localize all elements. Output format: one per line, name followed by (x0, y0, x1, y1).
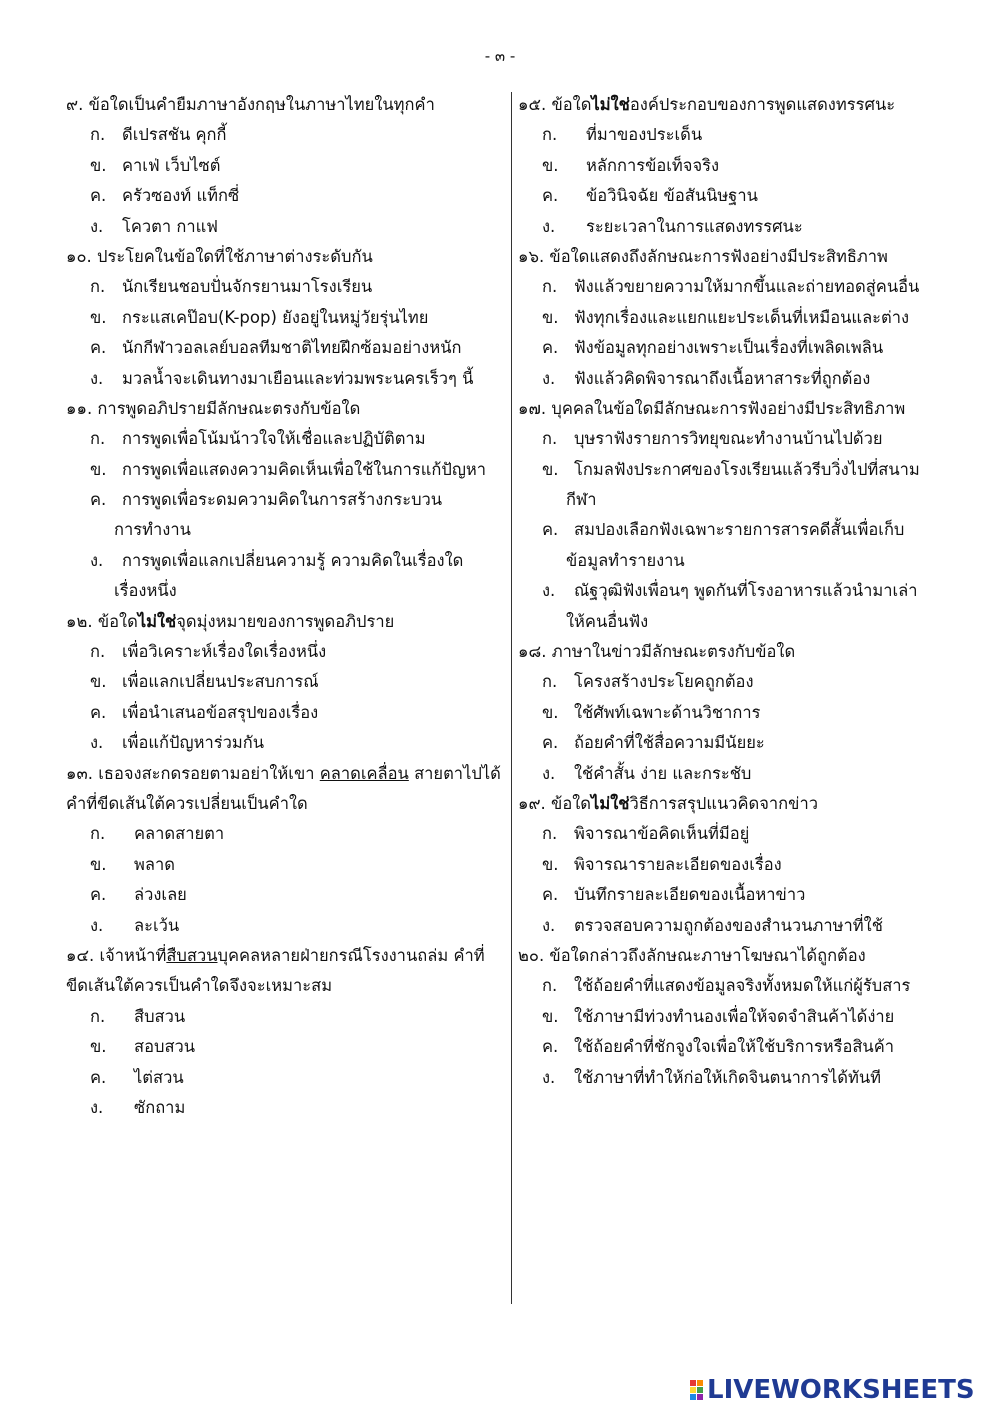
option-text: ใช้ศัพท์เฉพาะด้านวิชาการ (574, 702, 761, 722)
option-marker: ก. (90, 1006, 106, 1026)
answer-option (518, 971, 948, 1001)
stem-text: ๑๑. การพูดอภิปรายมีลักษณะตรงกับข้อใด (66, 398, 361, 418)
option-marker: ง. (542, 763, 556, 783)
option-text: โครงสร้างประโยคถูกต้อง (574, 672, 754, 692)
option-text: ไต่สวน (134, 1067, 184, 1087)
option-text: เพื่อนำเสนอข้อสรุปของเรื่อง (122, 702, 319, 722)
option-text: สมปองเลือกฟังเฉพาะรายการสารคดีสั้นเพื่อเก็บ (574, 520, 905, 540)
answer-option (66, 151, 504, 181)
answer-option (518, 698, 948, 728)
answer-option (518, 759, 948, 789)
option-marker: ข. (542, 459, 559, 479)
option-marker: ค. (542, 520, 559, 540)
option-marker: ค. (542, 733, 559, 753)
answer-option (66, 303, 504, 333)
liveworksheets-logo[interactable] (690, 1376, 975, 1404)
option-text: พิจารณารายละเอียดของเรื่อง (574, 854, 782, 874)
option-text: กระแสเคป๊อบ(K-pop) ยังอยู่ในหมู่วัยรุ่นไทย (122, 307, 429, 327)
answer-option (66, 728, 504, 758)
answer-option (518, 333, 948, 363)
emphasis-word: ไม่ใช่ (137, 611, 177, 631)
answer-option (66, 546, 504, 576)
answer-option (518, 667, 948, 697)
stem-text: จุดมุ่งหมายของการพูดอภิปราย (176, 611, 395, 631)
option-text: ถ้อยคำที่ใช้สื่อความมีนัยยะ (574, 733, 765, 753)
logo-mark-icon (690, 1380, 703, 1400)
option-text-continuation: ข้อมูลทำรายงาน (566, 550, 685, 570)
option-marker: ค. (90, 490, 107, 510)
column-divider (511, 92, 512, 1304)
question-stem (66, 759, 504, 789)
logo-mark-square (690, 1387, 696, 1393)
option-marker: ค. (90, 885, 107, 905)
answer-option (518, 424, 948, 454)
option-text: พิจารณาข้อคิดเห็นที่มีอยู่ (574, 824, 750, 844)
option-text: คาเฟ่ เว็บไซต์ (122, 155, 221, 175)
option-marker: ข. (90, 672, 107, 692)
option-text: ฟังแล้วขยายความให้มากขึ้นและถ่ายทอดสู่คนอื่น (574, 277, 920, 297)
option-text: การพูดเพื่อแลกเปลี่ยนความรู้ ความคิดในเรื่องใด (122, 550, 464, 570)
answer-option (518, 728, 948, 758)
logo-mark-square (697, 1394, 703, 1400)
question-stem (66, 90, 504, 120)
answer-option (518, 212, 948, 242)
option-text: ฟังข้อมูลทุกอย่างเพราะเป็นเรื่องที่เพลิดเพลิน (574, 338, 884, 358)
question-item (66, 759, 504, 941)
option-text-continuation: เรื่องหนึ่ง (114, 581, 177, 601)
answer-option (518, 1002, 948, 1032)
option-marker: ง. (90, 1097, 104, 1117)
stem-text: ๑๓. เธอจงสะกดรอยตามอย่าให้เขา (66, 763, 320, 783)
answer-option (66, 667, 504, 697)
question-item (66, 607, 504, 759)
option-marker: ค. (542, 338, 559, 358)
underlined-word: สืบสวน (166, 945, 218, 965)
option-marker: ค. (90, 186, 107, 206)
option-marker: ก. (542, 672, 558, 692)
option-marker: ค. (542, 1037, 559, 1057)
question-stem (66, 242, 504, 272)
question-stem-continuation: คำที่ขีดเส้นใต้ควรเปลี่ยนเป็นคำใด (66, 793, 308, 813)
option-text: ซักถาม (134, 1097, 186, 1117)
question-item (518, 242, 948, 394)
stem-text: ๑๖. ข้อใดแสดงถึงลักษณะการฟังอย่างมีประสิทธิภาพ (518, 246, 888, 266)
option-marker: ง. (542, 368, 556, 388)
stem-text: ๑๙. ข้อใด (518, 793, 592, 813)
stem-text: สายตาไปได้ (408, 763, 501, 783)
option-text: ใช้ภาษามีท่วงทำนองเพื่อให้จดจำสินค้าได้ง่าย (574, 1006, 895, 1026)
option-text: ที่มาของประเด็น (586, 125, 703, 145)
emphasis-word: ไม่ใช่ (591, 95, 630, 114)
option-text: พลาด (134, 854, 175, 874)
answer-option (66, 181, 504, 211)
option-marker: ข. (90, 854, 107, 874)
option-marker: ข. (90, 155, 107, 175)
answer-option (66, 850, 504, 880)
answer-option (66, 1002, 504, 1032)
option-text: ฟังแล้วคิดพิจารณาถึงเนื้อหาสาระที่ถูกต้อง (574, 368, 871, 388)
option-text: เพื่อแลกเปลี่ยนประสบการณ์ (122, 672, 319, 692)
answer-option (518, 850, 948, 880)
answer-option (518, 181, 948, 211)
question-stem-continuation: ขีดเส้นใต้ควรเป็นคำใดจึงจะเหมาะสม (66, 976, 333, 996)
option-text: โกมลฟังประกาศของโรงเรียนแล้วรีบวิ่งไปที่สนาม (574, 459, 920, 479)
answer-option (66, 911, 504, 941)
logo-mark-square (697, 1387, 703, 1393)
option-text-continuation: การทำงาน (114, 520, 191, 540)
option-marker: ง. (542, 1067, 556, 1087)
answer-option (66, 272, 504, 302)
answer-option (66, 485, 504, 515)
option-marker: ก. (542, 125, 558, 145)
answer-option (66, 333, 504, 363)
option-text: การพูดเพื่อระดมความคิดในการสร้างกระบวน (122, 490, 443, 510)
option-marker: ข. (542, 307, 559, 327)
option-marker: ข. (90, 459, 107, 479)
option-text: นักเรียนชอบปั่นจักรยานมาโรงเรียน (122, 277, 373, 297)
stem-text: ๑๕. ข้อใด (518, 95, 592, 114)
page-number: - ๓ - (484, 47, 516, 65)
answer-option (66, 698, 504, 728)
option-marker: ง. (90, 368, 104, 388)
answer-option (66, 424, 504, 454)
question-stem (66, 607, 504, 637)
stem-text: ๑๐. ประโยคในข้อใดที่ใช้ภาษาต่างระดับกัน (66, 246, 373, 266)
option-marker: ง. (90, 915, 104, 935)
option-text: การพูดเพื่อโน้มน้าวใจให้เชื่อและปฏิบัติตาม (122, 429, 426, 449)
left-question-column (66, 90, 504, 1123)
option-marker: ก. (90, 125, 106, 145)
option-text: บุษราฟังรายการวิทยุขณะทำงานบ้านไปด้วย (574, 429, 883, 449)
answer-option (66, 1032, 504, 1062)
option-marker: ข. (542, 702, 559, 722)
option-marker: ข. (90, 307, 107, 327)
question-item (66, 394, 504, 607)
option-marker: ง. (542, 581, 556, 601)
option-text: ใช้ถ้อยคำที่ชักจูงใจเพื่อให้ใช้บริการหรือสินค้า (574, 1037, 895, 1057)
stem-text: ๙. ข้อใดเป็นคำยืมภาษาอังกฤษในภาษาไทยในทุกคำ (66, 95, 435, 114)
option-marker: ง. (90, 550, 104, 570)
stem-text: ๑๒. ข้อใด (66, 611, 138, 631)
option-marker: ก. (542, 429, 558, 449)
option-text: ครัวซองท์ แท็กซี่ (122, 186, 240, 206)
logo-text: LIVEWORKSHEETS (707, 1375, 975, 1405)
option-text: ฟังทุกเรื่องและแยกแยะประเด็นที่เหมือนและต่าง (574, 307, 910, 327)
question-item (66, 90, 504, 242)
emphasis-word: ไม่ใช่ (591, 793, 630, 813)
stem-text: ๑๔. เจ้าหน้าที่ (66, 945, 167, 965)
option-marker: ก. (90, 277, 106, 297)
answer-option (66, 1063, 504, 1093)
stem-text: บุคคลหลายฝ่ายกรณีโรงงานถล่ม คำที่ (217, 945, 485, 965)
question-item (66, 242, 504, 394)
answer-option (66, 1093, 504, 1123)
answer-option (518, 120, 948, 150)
option-marker: ก. (90, 642, 106, 662)
question-stem (518, 789, 948, 819)
question-item (518, 941, 948, 1093)
option-marker: ค. (90, 1067, 107, 1087)
option-marker: ค. (542, 186, 559, 206)
option-marker: ก. (542, 976, 558, 996)
question-stem (518, 90, 948, 120)
right-question-column (518, 90, 948, 1093)
stem-text: ๒๐. ข้อใดกล่าวถึงลักษณะภาษาโฆษณาได้ถูกต้อง (518, 945, 866, 965)
stem-text: ๑๘. ภาษาในข่าวมีลักษณะตรงกับข้อใด (518, 642, 796, 662)
question-item (518, 90, 948, 242)
option-text: มวลน้ำจะเดินทางมาเยือนและท่วมพระนครเร็วๆ นี้ (122, 368, 474, 388)
answer-option (518, 272, 948, 302)
option-text: เพื่อวิเคราะห์เรื่องใดเรื่องหนึ่ง (122, 642, 327, 662)
answer-option (518, 819, 948, 849)
question-stem (518, 637, 948, 667)
question-stem (66, 941, 504, 971)
answer-option (518, 303, 948, 333)
option-text-continuation: ให้คนอื่นฟัง (566, 611, 649, 631)
logo-mark-square (697, 1380, 703, 1386)
option-text: ดีเปรสชัน คุกกี้ (122, 125, 227, 145)
answer-option (518, 911, 948, 941)
option-marker: ก. (90, 429, 106, 449)
option-marker: ค. (542, 885, 559, 905)
option-marker: ง. (90, 733, 104, 753)
option-text: สอบสวน (134, 1037, 196, 1057)
question-item (66, 941, 504, 1123)
option-marker: ค. (90, 702, 107, 722)
question-stem (518, 242, 948, 272)
option-marker: ข. (90, 1037, 107, 1057)
option-text: หลักการข้อเท็จจริง (586, 155, 720, 175)
option-marker: ข. (542, 155, 559, 175)
question-item (518, 394, 948, 637)
answer-option (66, 120, 504, 150)
answer-option (518, 364, 948, 394)
answer-option (66, 364, 504, 394)
option-text: สืบสวน (134, 1006, 186, 1026)
stem-text: องค์ประกอบของการพูดแสดงทรรศนะ (629, 95, 896, 114)
option-marker: ก. (90, 824, 106, 844)
question-stem (518, 394, 948, 424)
stem-text: ๑๗. บุคคลในข้อใดมีลักษณะการฟังอย่างมีประสิทธิภาพ (518, 398, 906, 418)
answer-option (518, 880, 948, 910)
question-item (518, 637, 948, 789)
option-marker: ง. (90, 216, 104, 236)
option-text: โควตา กาแฟ (122, 216, 218, 236)
option-text: นักกีฬาวอลเลย์บอลทีมชาติไทยฝึกซ้อมอย่างหนัก (122, 338, 462, 358)
answer-option (66, 880, 504, 910)
question-stem (66, 394, 504, 424)
option-text: ตรวจสอบความถูกต้องของสำนวนภาษาที่ใช้ (574, 915, 883, 935)
option-text: ล่วงเลย (134, 885, 187, 905)
option-text: การพูดเพื่อแสดงความคิดเห็นเพื่อใช้ในการแก้ปัญหา (122, 459, 487, 479)
underlined-word: คลาดเคลื่อน (319, 763, 409, 783)
option-text: เพื่อแก้ปัญหาร่วมกัน (122, 733, 264, 753)
option-text: ใช้ถ้อยคำที่แสดงข้อมูลจริงทั้งหมดให้แก่ผู้รับสาร (574, 976, 911, 996)
answer-option (518, 515, 948, 545)
answer-option (518, 151, 948, 181)
answer-option (518, 1063, 948, 1093)
question-item (518, 789, 948, 941)
option-marker: ง. (542, 216, 556, 236)
answer-option (66, 819, 504, 849)
answer-option (518, 1032, 948, 1062)
question-stem (518, 941, 948, 971)
option-text: ใช้ภาษาที่ทำให้ก่อให้เกิดจินตนาการได้ทันที (574, 1067, 882, 1087)
option-text: ณัฐวุฒิฟังเพื่อนๆ พูดกันที่โรงอาหารแล้วนำมาเล่า (574, 581, 918, 601)
logo-mark-square (690, 1380, 696, 1386)
option-marker: ค. (90, 338, 107, 358)
option-text-continuation: กีฬา (566, 490, 597, 510)
option-marker: ข. (542, 1006, 559, 1026)
answer-option (66, 637, 504, 667)
option-text: ระยะเวลาในการแสดงทรรศนะ (586, 216, 803, 236)
answer-option (66, 455, 504, 485)
option-text: ละเว้น (134, 915, 180, 935)
answer-option (66, 212, 504, 242)
option-text: บันทึกรายละเอียดของเนื้อหาข่าว (574, 885, 806, 905)
option-marker: ก. (542, 824, 558, 844)
option-marker: ข. (542, 854, 559, 874)
option-text: คลาดสายตา (134, 824, 225, 844)
option-marker: ง. (542, 915, 556, 935)
answer-option (518, 455, 948, 485)
option-text: ข้อวินิจฉัย ข้อสันนิษฐาน (586, 186, 758, 206)
answer-option (518, 576, 948, 606)
option-marker: ก. (542, 277, 558, 297)
stem-text: วิธีการสรุปแนวคิดจากข่าว (629, 793, 818, 813)
logo-mark-square (690, 1394, 696, 1400)
option-text: ใช้คำสั้น ง่าย และกระชับ (574, 763, 752, 783)
